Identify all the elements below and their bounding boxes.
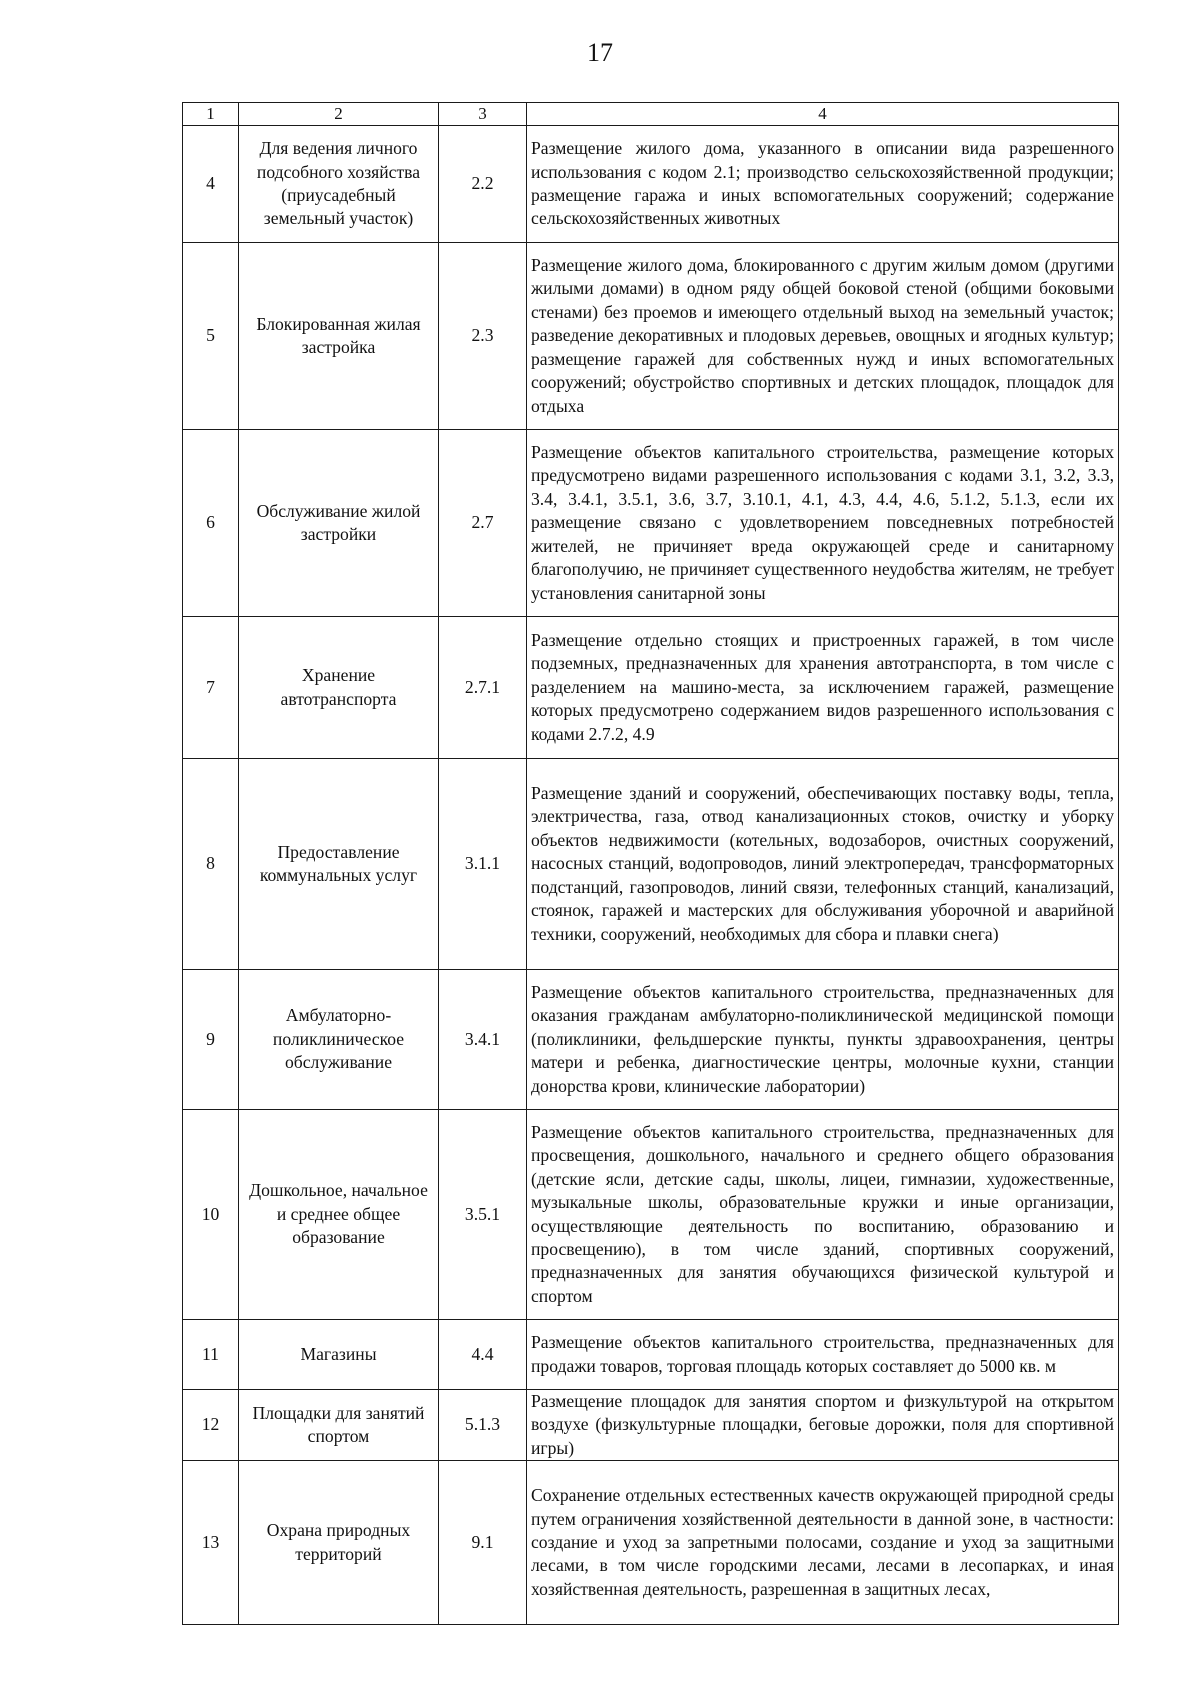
use-type-code: 2.7 — [439, 430, 527, 617]
use-type-name: Площадки для занятий спортом — [239, 1390, 439, 1461]
use-type-code: 2.3 — [439, 243, 527, 430]
use-type-code: 2.7.1 — [439, 617, 527, 759]
use-type-description: Размещение жилого дома, блокированного с другим жилым домом (другими жилыми домами) в одном ряду общей боковой стеной (общими боковыми стенами) без проемов и имеющего отдельный выход на земельный участок; разведение декоративных и плодовых деревьев, овощных и ягодных культур; размещение гаражей для собственных нужд и иных вспомогательных сооружений; обустройство спортивных и детских площадок, площадок для отдыха — [527, 243, 1119, 430]
row-number: 8 — [183, 759, 239, 970]
column-number-2: 2 — [239, 103, 439, 126]
row-number: 11 — [183, 1320, 239, 1390]
table-row — [183, 759, 1119, 970]
use-type-code: 2.2 — [439, 126, 527, 243]
land-use-table — [182, 102, 1119, 1625]
column-number-1: 1 — [183, 103, 239, 126]
use-type-name: Охрана природных территорий — [239, 1461, 439, 1625]
row-number: 12 — [183, 1390, 239, 1461]
use-type-code: 9.1 — [439, 1461, 527, 1625]
use-type-description: Размещение объектов капитального строительства, предназначенных для просвещения, дошкольного, начального и среднего общего образования (детские ясли, детские сады, школы, лицеи, гимназии, художественные, музыкальные школы, образовательные кружки и иные организации, осуществляющие деятельность по воспитанию, образованию и просвещению), в том числе зданий, спортивных сооружений, предназначенных для занятия обучающихся физической культурой и спортом — [527, 1110, 1119, 1320]
row-number: 7 — [183, 617, 239, 759]
table-row — [183, 126, 1119, 243]
use-type-description: Размещение объектов капитального строительства, предназначенных для оказания гражданам амбулаторно-поликлинической медицинской помощи (поликлиники, фельдшерские пункты, пункты здравоохранения, центры матери и ребенка, диагностические центры, молочные кухни, станции донорства крови, клинические лаборатории) — [527, 970, 1119, 1110]
row-number: 4 — [183, 126, 239, 243]
table-row — [183, 430, 1119, 617]
use-type-description: Размещение объектов капитального строительства, размещение которых предусмотрено видами разрешенного использования с кодами 3.1, 3.2, 3.3, 3.4, 3.4.1, 3.5.1, 3.6, 3.7, 3.10.1, 4.1, 4.3, 4.4, 4.6, 5.1.2, 5.1.3, если их размещение связано с удовлетворением повседневных потребностей жителей, не причиняет вреда окружающей среде и санитарному благополучию, не причиняет существенного неудобства жителям, не требует установления санитарной зоны — [527, 430, 1119, 617]
row-number: 5 — [183, 243, 239, 430]
use-type-description: Размещение зданий и сооружений, обеспечивающих поставку воды, тепла, электричества, газа, отвод канализационных стоков, очистку и уборку объектов недвижимости (котельных, водозаборов, очистных сооружений, насосных станций, водопроводов, линий электропередач, трансформаторных подстанций, газопроводов, линий связи, телефонных станций, канализаций, стоянок, гаражей и мастерских для обслуживания уборочной и аварийной техники, сооружений, необходимых для сбора и плавки снега) — [527, 759, 1119, 970]
column-number-4: 4 — [527, 103, 1119, 126]
use-type-name: Для ведения личного подсобного хозяйства (приусадебный земельный участок) — [239, 126, 439, 243]
use-type-name: Обслуживание жилой застройки — [239, 430, 439, 617]
table-row — [183, 617, 1119, 759]
use-type-code: 3.4.1 — [439, 970, 527, 1110]
use-type-name: Дошкольное, начальное и среднее общее образование — [239, 1110, 439, 1320]
column-number-3: 3 — [439, 103, 527, 126]
table-header-row — [183, 103, 1119, 126]
use-type-name: Предоставление коммунальных услуг — [239, 759, 439, 970]
use-type-code: 3.5.1 — [439, 1110, 527, 1320]
use-type-name: Амбулаторно-поликлиническое обслуживание — [239, 970, 439, 1110]
table-row — [183, 1461, 1119, 1625]
table-row — [183, 1110, 1119, 1320]
use-type-name: Магазины — [239, 1320, 439, 1390]
use-type-description: Размещение жилого дома, указанного в описании вида разрешенного использования с кодом 2.1; производство сельскохозяйственной продукции; размещение гаража и иных вспомогательных сооружений; содержание сельскохозяйственных животных — [527, 126, 1119, 243]
table-row — [183, 1320, 1119, 1390]
use-type-description: Размещение объектов капитального строительства, предназначенных для продажи товаров, торговая площадь которых составляет до 5000 кв. м — [527, 1320, 1119, 1390]
use-type-description: Сохранение отдельных естественных качеств окружающей природной среды путем ограничения хозяйственной деятельности в данной зоне, в частности: создание и уход за запретными полосами, создание и уход за защитными лесами, в том числе городскими лесами, лесами в лесопарках, и иная хозяйственная деятельность, разрешенная в защитных лесах, — [527, 1461, 1119, 1625]
row-number: 9 — [183, 970, 239, 1110]
use-type-name: Блокированная жилая застройка — [239, 243, 439, 430]
row-number: 6 — [183, 430, 239, 617]
use-type-code: 5.1.3 — [439, 1390, 527, 1461]
use-type-description: Размещение отдельно стоящих и пристроенных гаражей, в том числе подземных, предназначенных для хранения автотранспорта, в том числе с разделением на машино-места, за исключением гаражей, размещение которых предусмотрено содержанием видов разрешенного использования с кодами 2.7.2, 4.9 — [527, 617, 1119, 759]
row-number: 13 — [183, 1461, 239, 1625]
page-number: 17 — [587, 38, 613, 67]
table-row — [183, 1390, 1119, 1461]
use-type-code: 3.1.1 — [439, 759, 527, 970]
use-type-description: Размещение площадок для занятия спортом и физкультурой на открытом воздухе (физкультурные площадки, беговые дорожки, поля для спортивной игры) — [527, 1390, 1119, 1461]
row-number: 10 — [183, 1110, 239, 1320]
use-type-code: 4.4 — [439, 1320, 527, 1390]
table-row — [183, 243, 1119, 430]
use-type-name: Хранение автотранспорта — [239, 617, 439, 759]
table-row — [183, 970, 1119, 1110]
